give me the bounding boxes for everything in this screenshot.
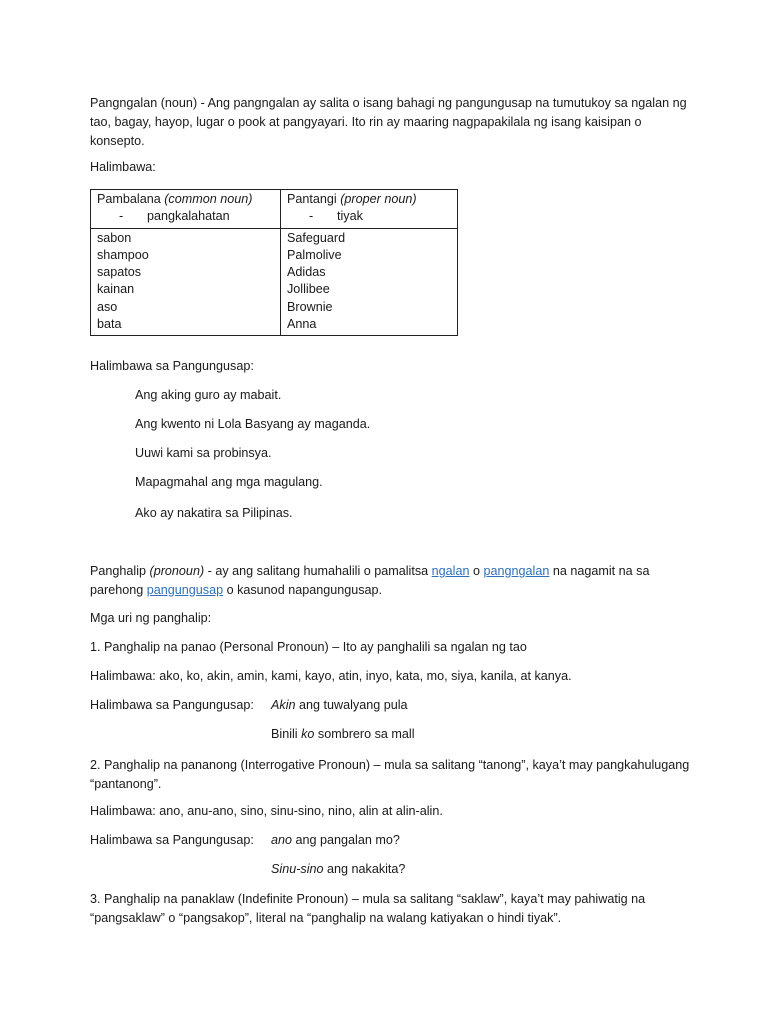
col2-bullet xyxy=(287,208,363,225)
table-cell: sabon xyxy=(97,230,132,245)
item1-s2-pre: Binili xyxy=(271,727,302,741)
item1-sentence-1 xyxy=(271,698,408,712)
table-cell: aso xyxy=(97,299,118,314)
sentence-item: Ang kwento ni Lola Basyang ay maganda. xyxy=(135,417,371,431)
table-cell: Safeguard xyxy=(287,230,346,245)
sentence-item: Uuwi kami sa probinsya. xyxy=(135,446,272,460)
table-cell: Palmolive xyxy=(287,247,342,262)
item1-s2-em: ko xyxy=(301,727,315,741)
sentence-item: Ako ay nakatira sa Pilipinas. xyxy=(135,506,293,520)
halimbawa-heading: Halimbawa: xyxy=(90,160,156,174)
col1-title-en: (common noun) xyxy=(164,192,253,206)
col1-bullet-text: pangkalahatan xyxy=(147,209,230,224)
panghalip-text: na nagamit na sa parehong xyxy=(90,564,650,597)
col2-title-en: (proper noun) xyxy=(340,192,417,206)
ngalan-link[interactable]: ngalan xyxy=(431,564,470,578)
item2-heading: 2. Panghalip na pananong (Interrogative Pronoun) – mula sa salitang “tanong”, kaya’t may pangkahulugang “pantanong”. xyxy=(90,758,690,791)
item2-s2-em: Sinu-sino xyxy=(271,862,324,876)
table-cell: Adidas xyxy=(287,265,326,280)
item2-sentence-1 xyxy=(271,833,400,847)
item1-heading: 1. Panghalip na panao (Personal Pronoun) – Ito ay panghalili sa ngalan ng tao xyxy=(90,640,527,654)
sentence-item: Ang aking guro ay mabait. xyxy=(135,388,282,402)
col1-bullet xyxy=(97,208,230,225)
table-cell: Anna xyxy=(287,317,317,332)
sentence-item: Mapagmahal ang mga magulang. xyxy=(135,475,323,489)
table-cell: kainan xyxy=(97,282,135,297)
panghalip-text: - ay ang salitang humahalili o pamalitsa xyxy=(204,564,432,578)
panghalip-text: o kasunod napangungusap. xyxy=(223,583,383,597)
noun-table xyxy=(90,189,458,336)
col2-bullet-dash: - xyxy=(309,209,314,224)
item1-sentences-label: Halimbawa sa Pangungusap: xyxy=(90,698,254,712)
item1-s1-em: Akin xyxy=(271,698,296,712)
pangngalan-link[interactable]: pangngalan xyxy=(483,564,550,578)
pangngalan-definition xyxy=(90,94,690,151)
pangngalan-text: Ang pangngalan ay salita o isang bahagi ng pangungusap na tumutukoy sa ngalan ng tao, bagay, hayop, lugar o pook at pangyayari. Ito rin ay maaring nagpapakilala ng isang kaisipan o konsepto. xyxy=(90,96,687,148)
panghalip-label-en: (pronoun) xyxy=(149,564,205,578)
item2-examples: Halimbawa: ano, anu-ano, sino, sinu-sino, nino, alin at alin-alin. xyxy=(90,804,443,818)
proper-noun-list xyxy=(281,228,458,336)
item1-sentence-2 xyxy=(271,727,415,741)
panghalip-text: o xyxy=(469,564,484,578)
pangungusap-link[interactable]: pangungusap xyxy=(146,583,224,597)
item2-sentence-2 xyxy=(271,862,405,876)
table-cell: sapatos xyxy=(97,265,142,280)
col1-title: Pambalana xyxy=(97,192,165,206)
table-cell: bata xyxy=(97,317,122,332)
item3-heading: 3. Panghalip na panaklaw (Indefinite Pronoun) – mula sa salitang “saklaw”, kaya’t may pahiwatig na “pangsaklaw” o “pangsakop”, literal na “panghalip na walang katiyakan o hindi tiyak”. xyxy=(90,892,646,925)
header-cell-pambalana xyxy=(91,190,281,229)
header-cell-pantangi xyxy=(281,190,458,229)
item2-s1-em: ano xyxy=(271,833,293,847)
table-cell: Brownie xyxy=(287,299,333,314)
panghalip-definition xyxy=(90,562,690,600)
sentences-heading: Halimbawa sa Pangungusap: xyxy=(90,359,254,373)
mga-uri-heading: Mga uri ng panghalip: xyxy=(90,611,212,625)
item1-examples: Halimbawa: ako, ko, akin, amin, kami, kayo, atin, inyo, kata, mo, siya, kanila, at kanya. xyxy=(90,669,572,683)
col2-title: Pantangi xyxy=(287,192,341,206)
panghalip-label: Panghalip xyxy=(90,564,150,578)
item1-s2-rest: sombrero sa mall xyxy=(314,727,415,741)
table-body-row xyxy=(91,228,458,336)
col1-bullet-dash: - xyxy=(119,209,124,224)
item1-s1-rest: ang tuwalyang pula xyxy=(295,698,408,712)
col2-bullet-text: tiyak xyxy=(337,209,363,224)
item2-sentences-label: Halimbawa sa Pangungusap: xyxy=(90,833,254,847)
item2-s2-rest: ang nakakita? xyxy=(323,862,406,876)
table-header-row xyxy=(91,190,458,229)
common-noun-list xyxy=(91,228,281,336)
item2-s1-rest: ang pangalan mo? xyxy=(292,833,400,847)
pangngalan-label: Pangngalan (noun) - xyxy=(90,96,208,110)
table-cell: shampoo xyxy=(97,247,149,262)
table-cell: Jollibee xyxy=(287,282,330,297)
